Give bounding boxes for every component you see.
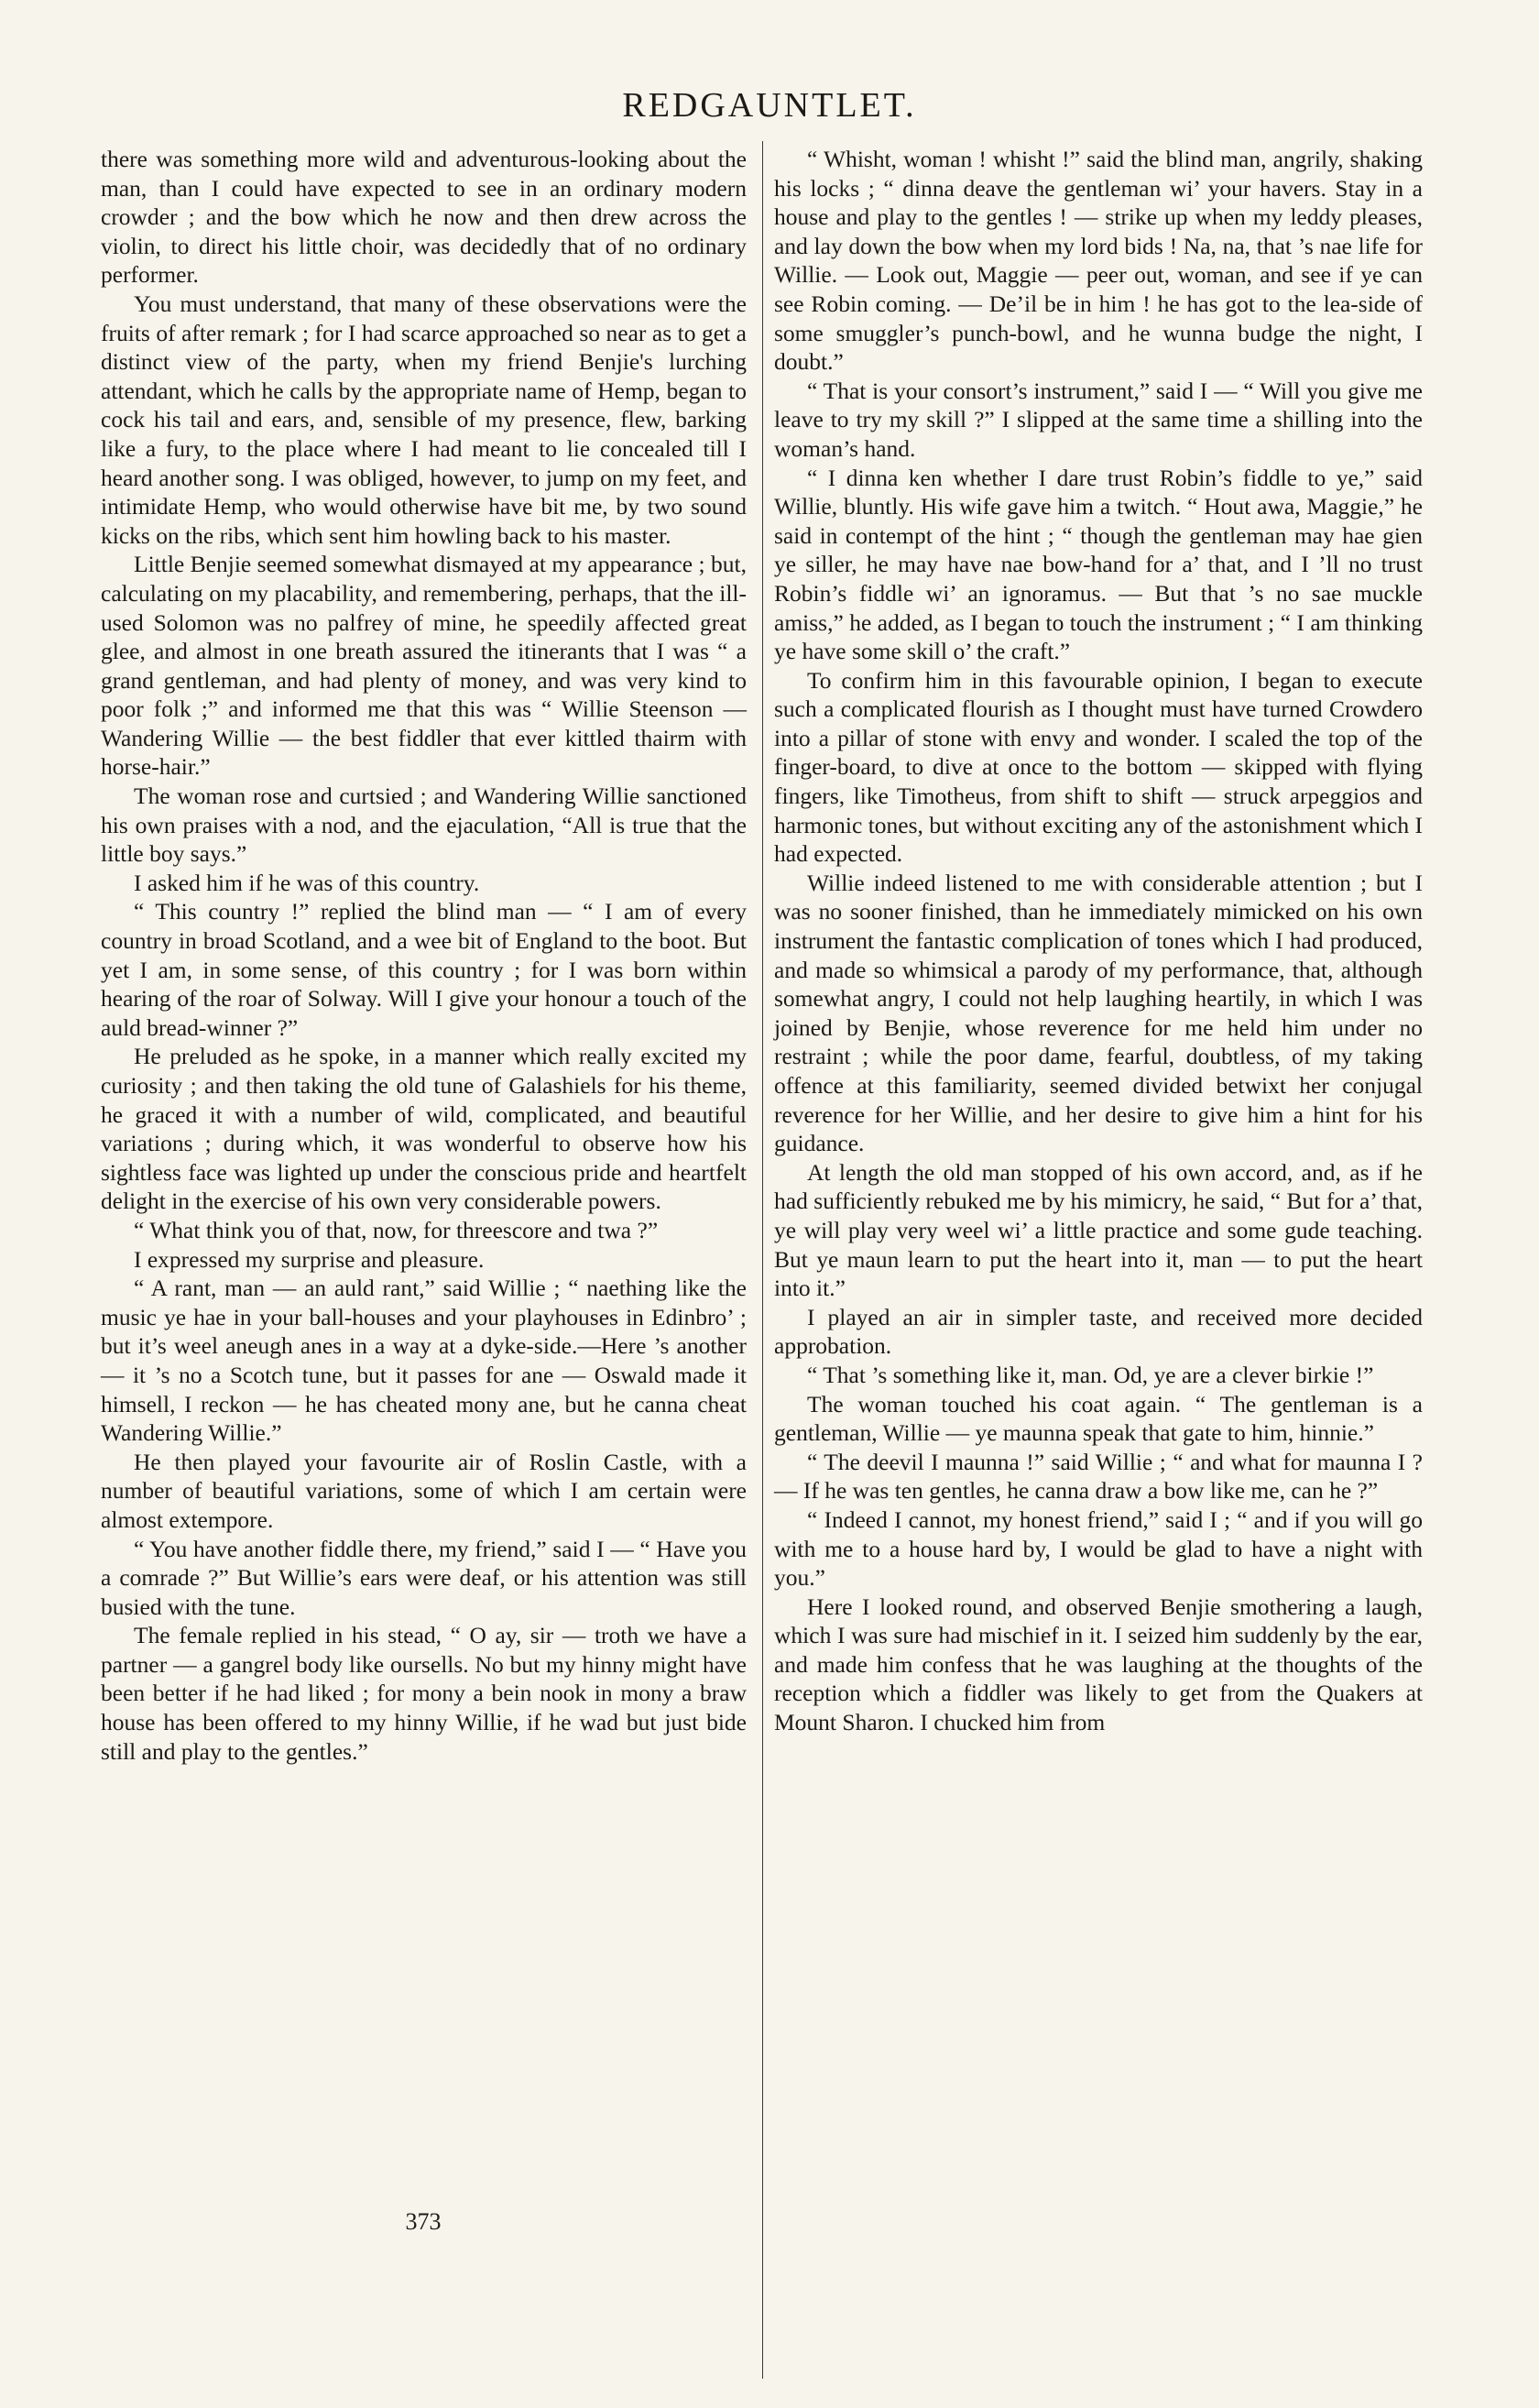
paragraph: To confirm him in this favourable opinion, I began to execute such a complicated flourish as I thought must have turned Crowdero into a pillar of stone with envy and wonder. I scaled the top of the finger-board, to dive at once to the bottom — skipped with flying fingers, like Timotheus, from shift to shift — struck arpeggios and harmonic tones, but without exciting any of the astonishment which I had expected. — [774, 666, 1423, 868]
paragraph: You must understand, that many of these observations were the fruits of after remark ; for I had scarce approached so near as to get a distinct view of the party, when my friend Benjie's lurching attendant, which he calls by the appropriate name of Hemp, began to cock his tail and ears, and, sensible of my presence, flew, barking like a fury, to the place where I had meant to lie concealed till I heard another song. I was obliged, however, to jump on my feet, and intimidate Hemp, who would otherwise have bit me, by two sound kicks on the ribs, which sent him howling back to his master. — [101, 290, 747, 549]
paragraph: The woman touched his coat again. “ The gentleman is a gentleman, Willie — ye maunna speak that gate to him, hinnie.” — [774, 1390, 1423, 1447]
paragraph: Little Benjie seemed somewhat dismayed at my appearance ; but, calculating on my placability, and remembering, perhaps, that the ill-used Solomon was no palfrey of mine, he speedily affected great glee, and almost in one breath assured the itinerants that I was “ a grand gentleman, and had plenty of money, and was very kind to poor folk ;” and informed me that this was “ Willie Steenson —Wandering Willie — the best fiddler that ever kittled thairm with horse-hair.” — [101, 551, 747, 781]
paragraph: Willie indeed listened to me with considerable attention ; but I was no sooner finished, than he immediately mimicked on his own instrument the fantastic complication of tones which I had produced, and made so whimsical a parody of my performance, that, although somewhat angry, I could not help laughing heartily, in which I was joined by Benjie, whose reverence for me held him under no restraint ; while the poor dame, fearful, doubtless, of my taking offence at this familiarity, seemed divided betwixt her conjugal reverence for her Willie, and her desire to give him a hint for his guidance. — [774, 869, 1423, 1157]
paragraph: “ That is your consort’s instrument,” said I — “ Will you give me leave to try my skill ?” I slipped at the same time a shilling into the woman’s hand. — [774, 377, 1423, 462]
paragraph: The female replied in his stead, “ O ay, sir — troth we have a partner — a gangrel body like oursells. No but my hinny might have been better if he had liked ; for mony a bein nook in mony a braw house has been offered to my hinny Willie, if he wad but just bide still and play to the gentles.” — [101, 1622, 747, 1765]
column-divider — [762, 141, 763, 2379]
paragraph: The woman rose and curtsied ; and Wandering Willie sanctioned his own praises with a nod, and the ejaculation, “All is true that the little boy says.” — [101, 783, 747, 868]
paragraph: He then played your favourite air of Roslin Castle, with a number of beautiful variations, some of which I am certain were almost extempore. — [101, 1448, 747, 1533]
paragraph: At length the old man stopped of his own accord, and, as if he had sufficiently rebuked me by his mimicry, he said, “ But for a’ that, ye will play very weel wi’ a little practice and some gude teaching. But ye maun learn to put the heart into it, man — to put the heart into it.” — [774, 1158, 1423, 1302]
paragraph: “ I dinna ken whether I dare trust Robin’s fiddle to ye,” said Willie, bluntly. His wife gave him a twitch. “ Hout awa, Maggie,” he said in contempt of the hint ; “ though the gentleman may hae gien ye siller, he may have nae bow-hand for a’ that, and I ’ll no trust Robin’s fiddle wi’ an ignoramus. — But that ’s no sae muckle amiss,” he added, as I began to touch the instrument ; “ I am thinking ye have some skill o’ the craft.” — [774, 464, 1423, 665]
page-number: 373 — [405, 2208, 442, 2235]
left-column — [101, 145, 747, 1766]
paragraph: “ Whisht, woman ! whisht !” said the blind man, angrily, shaking his locks ; “ dinna deave the gentleman wi’ your havers. Stay in a house and play to the gentles ! — strike up when my leddy pleases, and lay down the bow when my lord bids ! Na, na, that ’s nae life for Willie. — Look out, Maggie — peer out, woman, and see if ye can see Robin coming. — De’il be in him ! he has got to the lea-side of some smuggler’s punch-bowl, and he wunna budge the night, I doubt.” — [774, 146, 1423, 376]
paragraph: “ What think you of that, now, for threescore and twa ?” — [134, 1216, 659, 1243]
paragraph: “ Indeed I cannot, my honest friend,” said I ; “ and if you will go with me to a house hard by, I would be glad to have a night with you.” — [774, 1505, 1423, 1592]
paragraph: there was something more wild and adventurous-looking about the man, than I could have expected to see in an ordinary modern crowder ; and the bow which he now and then drew across the violin, to direct his little choir, was decidedly that of no ordinary performer. — [101, 146, 747, 289]
paragraph: He preluded as he spoke, in a manner which really excited my curiosity ; and then taking the old tune of Galashiels for his theme, he graced it with a number of wild, complicated, and beautiful variations ; during which, it was wonderful to observe how his sightless face was lighted up under the conscious pride and heartfelt delight in the exercise of his own very considerable powers. — [101, 1043, 747, 1215]
paragraph: “ The deevil I maunna !” said Willie ; “ and what for maunna I ? — If he was ten gentles, he canna draw a bow like me, can he ?” — [774, 1448, 1423, 1505]
paragraph: I asked him if he was of this country. — [134, 869, 480, 896]
paragraph: Here I looked round, and observed Benjie smothering a laugh, which I was sure had mischief in it. I seized him suddenly by the ear, and made him confess that he was laughing at the thoughts of the reception which a fiddler was likely to get from the Quakers at Mount Sharon. I chucked him from — [774, 1593, 1423, 1736]
paragraph: “ That ’s something like it, man. Od, ye are a clever birkie !” — [807, 1361, 1374, 1388]
right-column — [774, 145, 1423, 1737]
paragraph: I played an air in simpler taste, and received more decided approbation. — [774, 1303, 1423, 1360]
running-title: REDGAUNTLET. — [622, 86, 917, 125]
paragraph: “ A rant, man — an auld rant,” said Willie ; “ naething like the music ye hae in your ball-houses and your playhouses in Edinbro’ ; but it’s weel aneugh anes in a way at a dyke-side.—Here ’s another — it ’s no a Scotch tune, but it passes for ane — Oswald made it himsell, I reckon — he has cheated mony ane, but he canna cheat Wandering Willie.” — [101, 1275, 747, 1447]
paragraph: I expressed my surprise and pleasure. — [134, 1245, 485, 1273]
paragraph: “ This country !” replied the blind man — “ I am of every country in broad Scotland, and a wee bit of England to the boot. But yet I am, in some sense, of this country ; for I was born within hearing of the roar of Solway. Will I give your honour a touch of the auld bread-winner ?” — [101, 898, 747, 1041]
paragraph: “ You have another fiddle there, my friend,” said I — “ Have you a comrade ?” But Willie’s ears were deaf, or his attention was still busied with the tune. — [101, 1535, 747, 1620]
